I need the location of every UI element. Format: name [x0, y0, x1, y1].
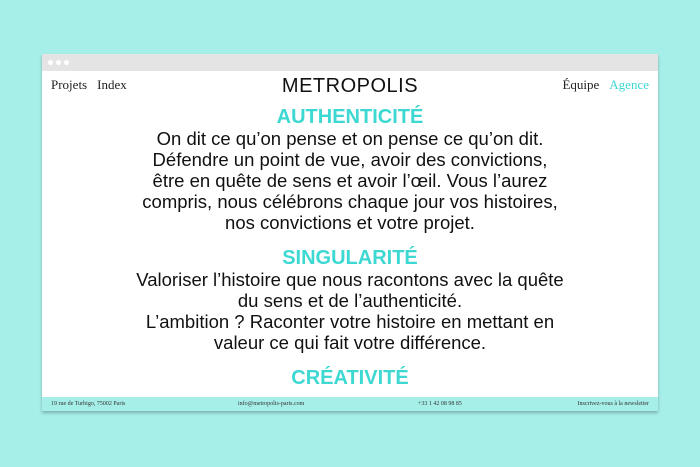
section-title: CRÉATIVITÉ: [291, 367, 409, 389]
window-dot-icon[interactable]: [56, 60, 61, 65]
nav-agence[interactable]: Agence: [609, 77, 649, 92]
nav-equipe[interactable]: Équipe: [562, 77, 600, 92]
text-line: On dit ce qu’on pense et on pense ce qu’on dit.: [156, 128, 544, 149]
footer-address: 19 rue de Turbigo, 75002 Paris: [51, 401, 126, 407]
section-title: SINGULARITÉ: [282, 247, 418, 269]
footer: [42, 397, 658, 411]
footer-email[interactable]: info@metropolis-paris.com: [238, 401, 305, 407]
section-text: [42, 269, 658, 353]
nav-projets[interactable]: Projets: [51, 77, 88, 92]
text-line: valeur ce qui fait votre différence.: [213, 332, 487, 353]
title-bar: [42, 54, 658, 71]
main-content: [42, 106, 658, 389]
newsletter-link[interactable]: Inscrivez-vous à la newsletter: [577, 401, 649, 407]
window-dot-icon[interactable]: [64, 60, 69, 65]
window-dot-icon[interactable]: [48, 60, 53, 65]
section-title: AUTHENTICITÉ: [276, 106, 424, 128]
text-line: du sens et de l’authenticité.: [237, 290, 463, 311]
nav-index[interactable]: Index: [97, 77, 127, 92]
footer-phone[interactable]: +33 1 42 08 98 85: [418, 401, 462, 407]
logo[interactable]: METROPOLIS: [281, 75, 419, 97]
text-line: nos convictions et votre projet.: [225, 212, 475, 233]
text-line: être en quête de sens et avoir l’œil. Vous l’aurez: [152, 170, 548, 191]
browser-window: [42, 54, 658, 411]
text-line: Valoriser l’histoire que nous racontons avec la quête: [136, 269, 564, 290]
section-text: [42, 128, 658, 233]
text-line: L’ambition ? Raconter votre histoire en mettant en: [145, 311, 555, 332]
text-line: compris, nous célébrons chaque jour vos histoires,: [142, 191, 558, 212]
nav-right: [562, 77, 649, 93]
text-line: Défendre un point de vue, avoir des convictions,: [152, 149, 548, 170]
